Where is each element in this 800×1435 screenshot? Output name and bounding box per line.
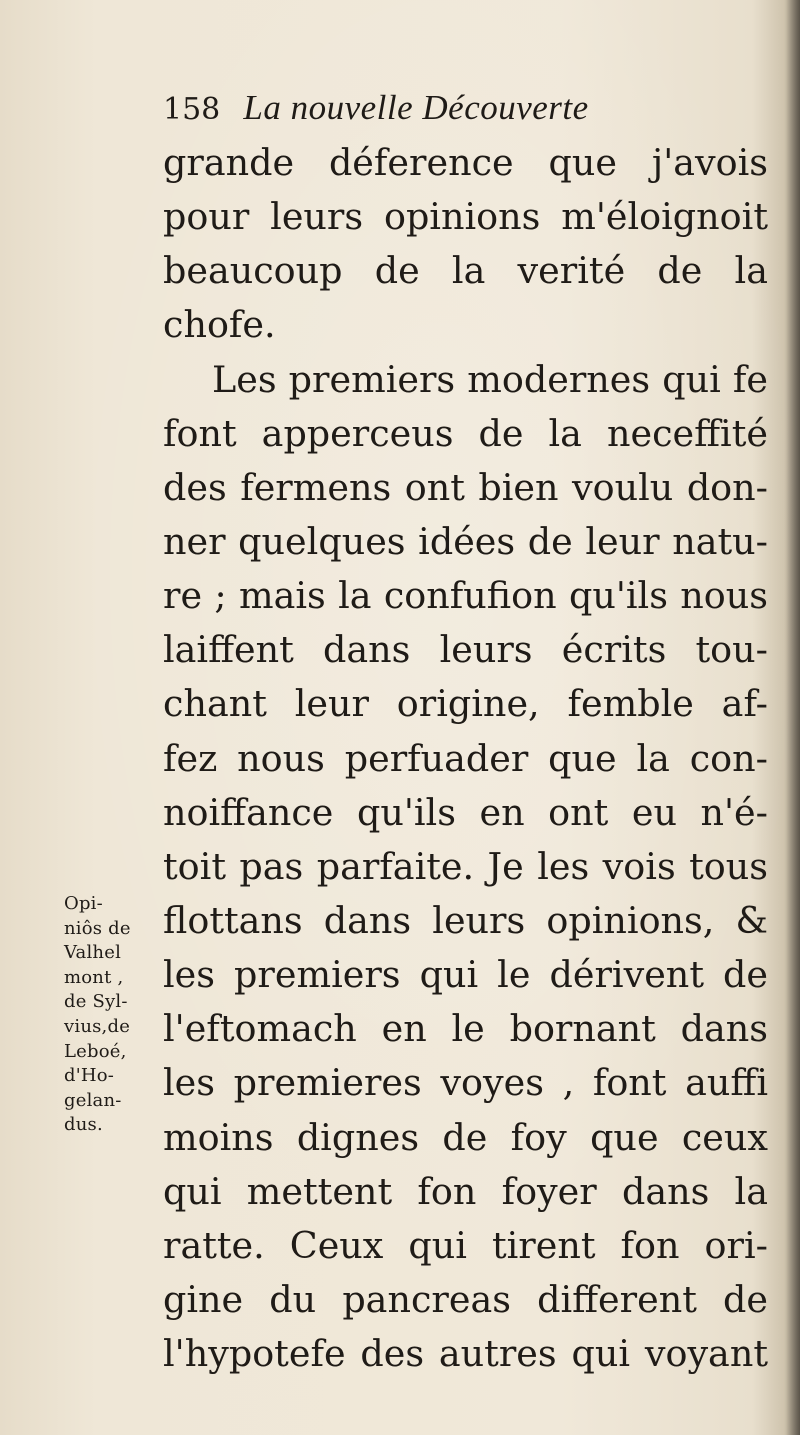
text-line: toit pas parfaite. Je les vois tous (163, 844, 768, 888)
text-line: gine du pancreas different de (163, 1277, 768, 1321)
margin-note-line: niôs de (64, 917, 131, 939)
margin-note-line: dus. (64, 1114, 103, 1136)
text-line: l'eftomach en le bornant dans (163, 1007, 768, 1051)
text-line: les premieres voyes , font auffi (163, 1061, 768, 1105)
text-line: qui mettent fon foyer dans la (163, 1169, 768, 1213)
text-line: font apperceus de la neceffité (163, 411, 768, 455)
text-line: fez nous perfuader que la con- (163, 736, 768, 780)
text-line: beaucoup de la verité de la (163, 249, 768, 293)
body-text (163, 136, 768, 1381)
margin-note-line: gelan- (64, 1089, 122, 1111)
text-line: chant leur origine, femble af- (163, 682, 768, 726)
text-line: chofe. (163, 303, 276, 347)
margin-note-line: Valhel (64, 942, 122, 964)
text-line: moins dignes de foy que ceux (163, 1115, 768, 1159)
page-header (163, 88, 743, 136)
text-line: re ; mais la confufion qu'ils nous (163, 574, 768, 618)
text-line: des fermens ont bien voulu don- (163, 465, 768, 509)
margin-note-line: vius,de (64, 1015, 131, 1037)
text-line: flottans dans leurs opinions, & (163, 898, 768, 942)
margin-note-line: Leboé, (64, 1040, 127, 1062)
text-line: ner quelques idées de leur natu- (163, 519, 768, 563)
margin-note (64, 892, 156, 1138)
margin-note-line: d'Ho- (64, 1065, 115, 1087)
text-line: les premiers qui le dérivent de (163, 953, 768, 997)
page-number: 158 (163, 92, 221, 127)
running-title: La nouvelle Découverte (243, 88, 589, 127)
text-line: Les premiers modernes qui fe (212, 357, 768, 401)
margin-note-line: Opi- (64, 893, 103, 914)
margin-note-line: mont , (64, 966, 124, 988)
text-line: pour leurs opinions m'éloignoit (163, 195, 768, 239)
page-edge-shadow (786, 0, 800, 1435)
margin-note-line: de Syl- (64, 991, 128, 1013)
text-line: laiffent dans leurs écrits tou- (163, 628, 768, 672)
text-line: ratte. Ceux qui tirent fon ori- (163, 1223, 768, 1267)
text-line: noiffance qu'ils en ont eu n'é- (163, 790, 768, 834)
text-line: grande déference que j'avois (163, 141, 768, 184)
text-line: l'hypotefe des autres qui voyant (163, 1332, 768, 1376)
